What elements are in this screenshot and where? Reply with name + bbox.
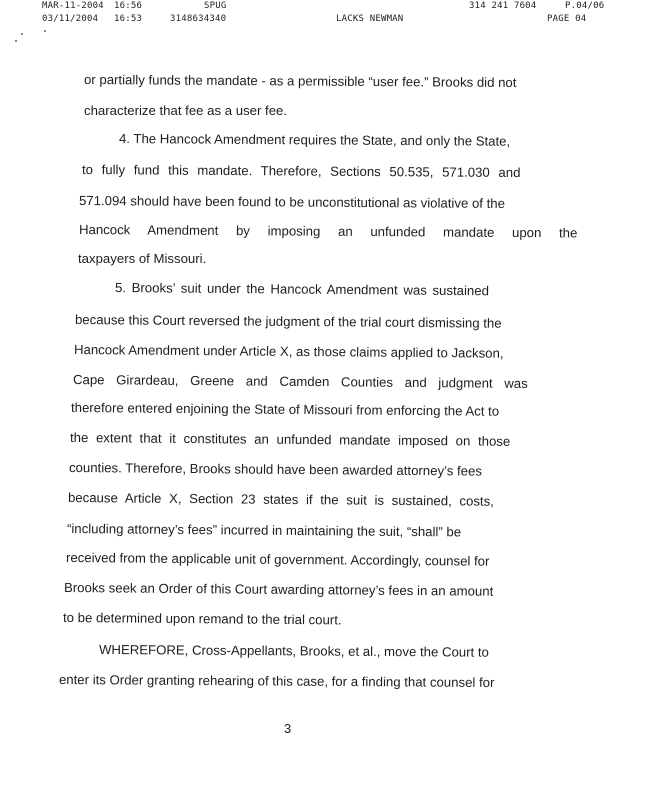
scan-speck xyxy=(21,33,23,35)
body-line: received from the applicable unit of government. Accordingly, counsel for xyxy=(65,550,490,569)
body-line: characterize that fee as a user fee. xyxy=(84,103,288,118)
fax-header xyxy=(0,0,650,30)
body-line: Brooks seek an Order of this Court awarding attorney’s fees in an amount xyxy=(63,580,494,599)
fax-time-sent: 16:53 xyxy=(114,14,143,24)
body-line: enter its Order granting rehearing of this case, for a finding that counsel for xyxy=(58,672,495,691)
fax-page-label: PAGE 04 xyxy=(547,14,587,24)
body-line: Hancock Amendment under Article X, as those claims applied to Jackson, xyxy=(73,342,504,361)
body-line: to be determined upon remand to the trial court. xyxy=(62,610,342,628)
body-line: because Article X, Section 23 states if the suit is sustained, costs, xyxy=(67,490,494,509)
body-line: Cape Girardeau, Greene and Camden Counties and judgment was xyxy=(72,372,528,391)
fax-phone-sent: 3148634340 xyxy=(170,14,227,24)
scan-speck xyxy=(44,30,46,32)
body-line: taxpayers of Missouri. xyxy=(78,251,207,266)
body-line: to fully fund this mandate. Therefore, Sections 50.535, 571.030 and xyxy=(81,162,521,181)
body-line: the extent that it constitutes an unfunded mandate imposed on those xyxy=(69,430,511,449)
body-line: therefore entered enjoining the State of Missouri from enforcing the Act to xyxy=(70,400,500,419)
fax-date-received: MAR-11-2004 xyxy=(42,1,104,11)
body-line: “including attorney’s fees” incurred in maintaining the suit, “shall” be xyxy=(66,521,462,540)
fax-date-sent: 03/11/2004 xyxy=(42,14,99,24)
body-line: because this Court reversed the judgment of the trial court dismissing the xyxy=(74,312,502,331)
fax-page-count: P.04/06 xyxy=(565,1,605,11)
fax-time-received: 16:56 xyxy=(114,1,143,11)
fax-sender-name: LACKS NEWMAN xyxy=(336,14,404,24)
body-line: 571.094 should have been found to be unconstitutional as violative of the xyxy=(78,193,506,211)
page-number: 3 xyxy=(284,721,292,736)
wherefore-paragraph-start: WHEREFORE, Cross-Appellants, Brooks, et al., move the Court to xyxy=(98,642,489,660)
scan-speck xyxy=(15,40,17,42)
fax-phone-received: 314 241 7604 xyxy=(469,1,537,11)
body-line: counties. Therefore, Brooks should have been awarded attorney’s fees xyxy=(68,460,483,479)
body-line: or partially funds the mandate - as a permissible “user fee.” Brooks did not xyxy=(83,72,517,91)
paragraph-5-start: 5. Brooks’ suit under the Hancock Amendment was sustained xyxy=(114,280,490,299)
paragraph-4-start: 4. The Hancock Amendment requires the State, and only the State, xyxy=(118,131,511,149)
body-line: Hancock Amendment by imposing an unfunded mandate upon the xyxy=(78,222,578,241)
fax-sender-id: SPUG xyxy=(204,1,227,11)
